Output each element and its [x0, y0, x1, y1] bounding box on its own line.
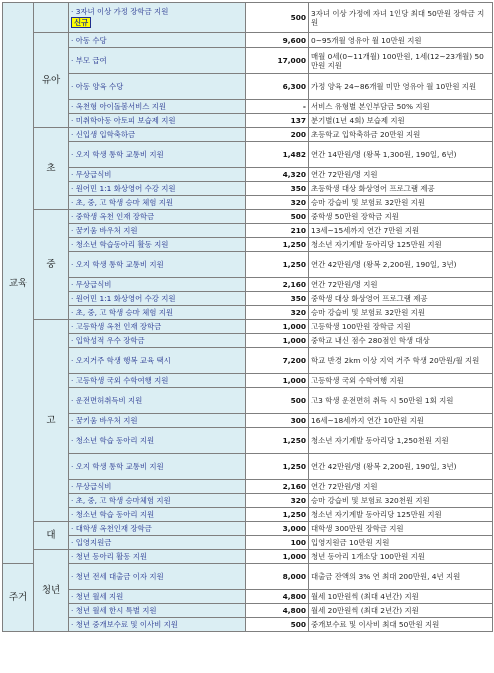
table-row	[3, 292, 493, 306]
amount-cell: 1,000	[246, 320, 309, 334]
desc-cell: 청소년 자기계발 동아리당 1,250천원 지원	[309, 428, 493, 454]
item-cell	[69, 494, 246, 508]
amount-cell: 1,000	[246, 334, 309, 348]
table-row	[3, 238, 493, 252]
table-row	[3, 320, 493, 334]
desc-cell: 3자녀 이상 가정에 자녀 1인당 최대 50만원 장학금 지원	[309, 3, 493, 33]
item-label: · 꿈키움 바우처 지원	[71, 416, 138, 425]
table-row	[3, 374, 493, 388]
table-row	[3, 604, 493, 618]
desc-cell: 중학교 내신 점수 280점인 학생 대상	[309, 334, 493, 348]
item-label: · 오지 학생 통학 교통비 지원	[71, 462, 164, 471]
table-row	[3, 414, 493, 428]
table-row	[3, 100, 493, 114]
item-cell	[69, 48, 246, 74]
item-label: · 청년 동아리 활동 지원	[71, 552, 147, 561]
item-cell	[69, 522, 246, 536]
item-label: · 꿈키움 바우처 지원	[71, 226, 138, 235]
item-label: · 대학생 옥천인재 장학금	[71, 524, 152, 533]
amount-cell: 1,000	[246, 374, 309, 388]
item-label: · 청소년 학습 동아리 지원	[71, 436, 154, 445]
item-label: · 초, 중, 고 학생 승마 체험 지원	[71, 308, 173, 317]
table-row	[3, 196, 493, 210]
desc-cell: 월세 20만원씩 (최대 2년간) 지원	[309, 604, 493, 618]
desc-cell: 청소년 자기계발 동아리당 125만원 지원	[309, 508, 493, 522]
item-label: · 3자녀 이상 가정 장학금 지원	[71, 7, 168, 16]
table-row	[3, 168, 493, 182]
desc-cell: 가정 양육 24~86개월 미만 영유아 월 10만원 지원	[309, 74, 493, 100]
item-label: · 오지거주 학생 행복 교육 택시	[71, 356, 171, 365]
item-label: · 청년 월세 한시 특별 지원	[71, 606, 157, 615]
desc-cell: 서비스 유형별 본인부담금 50% 지원	[309, 100, 493, 114]
table-row	[3, 252, 493, 278]
item-cell	[69, 128, 246, 142]
item-label: · 아동 수당	[71, 36, 107, 45]
item-cell	[69, 508, 246, 522]
amount-cell: 137	[246, 114, 309, 128]
item-cell	[69, 210, 246, 224]
category-education: 교육	[3, 3, 34, 564]
item-label: · 초, 중, 고 학생 승마체험 지원	[71, 496, 171, 505]
desc-cell: 고등학생 국외 수학여행 지원	[309, 374, 493, 388]
amount-cell: 2,160	[246, 278, 309, 292]
item-label: · 청년 전세 대출금 이자 지원	[71, 572, 164, 581]
table-row	[3, 210, 493, 224]
item-label: · 청년 중개보수료 및 이사비 지원	[71, 620, 178, 629]
new-badge: 신규	[71, 17, 91, 28]
amount-cell: 200	[246, 128, 309, 142]
desc-cell: 승마 강습비 및 보험료 320천원 지원	[309, 494, 493, 508]
table-row	[3, 536, 493, 550]
item-cell	[69, 618, 246, 632]
table-row	[3, 128, 493, 142]
desc-cell: 청소년 자기계발 동아리당 125만원 지원	[309, 238, 493, 252]
amount-cell: 7,200	[246, 348, 309, 374]
item-cell	[69, 550, 246, 564]
item-cell	[69, 33, 246, 48]
item-cell	[69, 182, 246, 196]
amount-cell: 350	[246, 292, 309, 306]
item-label: · 부모 급여	[71, 56, 107, 65]
item-label: · 미취학아동 아토피 보습제 지원	[71, 116, 176, 125]
amount-cell: 500	[246, 210, 309, 224]
amount-cell: 1,250	[246, 428, 309, 454]
item-label: · 고등학생 국외 수학여행 지원	[71, 376, 168, 385]
table-row	[3, 508, 493, 522]
subcategory-university: 대	[34, 522, 69, 550]
item-label: · 아동 양육 수당	[71, 82, 123, 91]
item-label: · 청소년 학습동아리 활동 지원	[71, 240, 168, 249]
desc-cell: 승마 강습비 및 보험료 32만원 지원	[309, 196, 493, 210]
item-label: · 중학생 옥천 인재 장학금	[71, 212, 154, 221]
item-cell	[69, 306, 246, 320]
amount-cell: 3,000	[246, 522, 309, 536]
table-row	[3, 590, 493, 604]
desc-cell: 연간 42만원/명 (왕복 2,200원, 190일, 3년)	[309, 454, 493, 480]
table-row	[3, 494, 493, 508]
table-row	[3, 182, 493, 196]
amount-cell: 500	[246, 618, 309, 632]
table-row	[3, 114, 493, 128]
desc-cell: 초등학교 입학축하금 20만원 지원	[309, 128, 493, 142]
table-row	[3, 618, 493, 632]
table-row	[3, 480, 493, 494]
amount-cell: 100	[246, 536, 309, 550]
subcategory-high: 고	[34, 320, 69, 522]
desc-cell: 연간 14만원/명 (왕복 1,300원, 190일, 6년)	[309, 142, 493, 168]
item-label: · 청년 월세 지원	[71, 592, 123, 601]
table-row	[3, 306, 493, 320]
item-cell	[69, 224, 246, 238]
table-row	[3, 334, 493, 348]
item-cell	[69, 238, 246, 252]
amount-cell: 1,482	[246, 142, 309, 168]
table-row	[3, 428, 493, 454]
subcategory-youth: 청년	[34, 550, 69, 632]
amount-cell: 320	[246, 306, 309, 320]
desc-cell: 중개보수료 및 이사비 최대 50만원 지원	[309, 618, 493, 632]
item-label: · 입영지원금	[71, 538, 111, 547]
table-row	[3, 74, 493, 100]
amount-cell: 500	[246, 3, 309, 33]
table-row	[3, 550, 493, 564]
amount-cell: 1,250	[246, 238, 309, 252]
item-label: · 옥천형 아이돌봄서비스 지원	[71, 102, 166, 111]
item-label: · 입학성적 우수 장학금	[71, 336, 145, 345]
table-row	[3, 388, 493, 414]
item-cell	[69, 428, 246, 454]
subcategory-blank	[34, 3, 69, 33]
item-label: · 고등학생 옥천 인재 장학금	[71, 322, 161, 331]
amount-cell: 17,000	[246, 48, 309, 74]
amount-cell: 2,160	[246, 480, 309, 494]
amount-cell: -	[246, 100, 309, 114]
amount-cell: 320	[246, 494, 309, 508]
item-cell	[69, 564, 246, 590]
amount-cell: 320	[246, 196, 309, 210]
item-cell	[69, 536, 246, 550]
table-row	[3, 564, 493, 590]
item-cell	[69, 114, 246, 128]
item-cell	[69, 590, 246, 604]
item-cell	[69, 3, 246, 33]
amount-cell: 350	[246, 182, 309, 196]
category-housing: 주거	[3, 564, 34, 632]
amount-cell: 9,600	[246, 33, 309, 48]
benefits-table	[2, 2, 493, 632]
table-row	[3, 348, 493, 374]
desc-cell: 초등학생 대상 화상영어 프로그램 제공	[309, 182, 493, 196]
item-cell	[69, 348, 246, 374]
desc-cell: 대학생 300만원 장학금 지원	[309, 522, 493, 536]
item-cell	[69, 292, 246, 306]
item-cell	[69, 480, 246, 494]
desc-cell: 연간 72만원/명 지원	[309, 278, 493, 292]
amount-cell: 300	[246, 414, 309, 428]
desc-cell: 대출금 잔액의 3% 연 최대 200만원, 4년 지원	[309, 564, 493, 590]
item-cell	[69, 74, 246, 100]
item-label: · 오지 학생 통학 교통비 지원	[71, 150, 164, 159]
amount-cell: 1,250	[246, 508, 309, 522]
table-row	[3, 224, 493, 238]
table-row	[3, 48, 493, 74]
amount-cell: 1,000	[246, 550, 309, 564]
amount-cell: 4,320	[246, 168, 309, 182]
desc-cell: 승마 강습비 및 보험료 32만원 지원	[309, 306, 493, 320]
item-label: · 무상급식비	[71, 170, 111, 179]
item-cell	[69, 374, 246, 388]
item-cell	[69, 278, 246, 292]
item-label: · 운전면허취득비 지원	[71, 396, 142, 405]
item-label: · 청소년 학습 동아리 지원	[71, 510, 154, 519]
amount-cell: 6,300	[246, 74, 309, 100]
subcategory-elementary: 초	[34, 128, 69, 210]
desc-cell: 청년 동아리 1개소당 100만원 지원	[309, 550, 493, 564]
desc-cell: 고3 학생 운전면허 취득 시 50만원 1회 지원	[309, 388, 493, 414]
desc-cell: 16세~18세까지 연간 10만원 지원	[309, 414, 493, 428]
desc-cell: 매월 0세(0~11개월) 100만원, 1세(12~23개월) 50만원 지원	[309, 48, 493, 74]
item-cell	[69, 604, 246, 618]
desc-cell: 연간 42만원/명 (왕복 2,200원, 190일, 3년)	[309, 252, 493, 278]
table-row	[3, 3, 493, 33]
item-label: · 원어민 1:1 화상영어 수강 지원	[71, 184, 176, 193]
item-label: · 원어민 1:1 화상영어 수강 지원	[71, 294, 176, 303]
item-label: · 신입생 입학축하금	[71, 130, 135, 139]
table-row	[3, 522, 493, 536]
desc-cell: 고등학생 100만원 장학금 지원	[309, 320, 493, 334]
item-cell	[69, 454, 246, 480]
amount-cell: 8,000	[246, 564, 309, 590]
item-cell	[69, 100, 246, 114]
amount-cell: 4,800	[246, 604, 309, 618]
desc-cell: 13세~15세까지 연간 7만원 지원	[309, 224, 493, 238]
desc-cell: 분기별(1년 4회) 보습제 지원	[309, 114, 493, 128]
amount-cell: 1,250	[246, 252, 309, 278]
item-label: · 무상급식비	[71, 482, 111, 491]
table-row	[3, 142, 493, 168]
subcategory-infant: 유아	[34, 33, 69, 128]
item-cell	[69, 388, 246, 414]
desc-cell: 연간 72만원/명 지원	[309, 480, 493, 494]
item-label: · 오지 학생 통학 교통비 지원	[71, 260, 164, 269]
item-cell	[69, 334, 246, 348]
item-cell	[69, 320, 246, 334]
table-row	[3, 454, 493, 480]
amount-cell: 4,800	[246, 590, 309, 604]
item-cell	[69, 252, 246, 278]
subcategory-middle: 중	[34, 210, 69, 320]
item-cell	[69, 196, 246, 210]
desc-cell: 중학생 대상 화상영어 프로그램 제공	[309, 292, 493, 306]
desc-cell: 입영지원금 10만원 지원	[309, 536, 493, 550]
desc-cell: 0~95개월 영유아 월 10만원 지원	[309, 33, 493, 48]
desc-cell: 연간 72만원/명 지원	[309, 168, 493, 182]
amount-cell: 210	[246, 224, 309, 238]
amount-cell: 500	[246, 388, 309, 414]
item-label: · 초, 중, 고 학생 승마 체험 지원	[71, 198, 173, 207]
item-cell	[69, 142, 246, 168]
table-row	[3, 33, 493, 48]
table-row	[3, 278, 493, 292]
desc-cell: 학교 반경 2km 이상 지역 거주 학생 20만원/월 지원	[309, 348, 493, 374]
amount-cell: 1,250	[246, 454, 309, 480]
desc-cell: 중학생 50만원 장학금 지원	[309, 210, 493, 224]
item-cell	[69, 168, 246, 182]
desc-cell: 월세 10만원씩 (최대 4년간) 지원	[309, 590, 493, 604]
item-cell	[69, 414, 246, 428]
item-label: · 무상급식비	[71, 280, 111, 289]
